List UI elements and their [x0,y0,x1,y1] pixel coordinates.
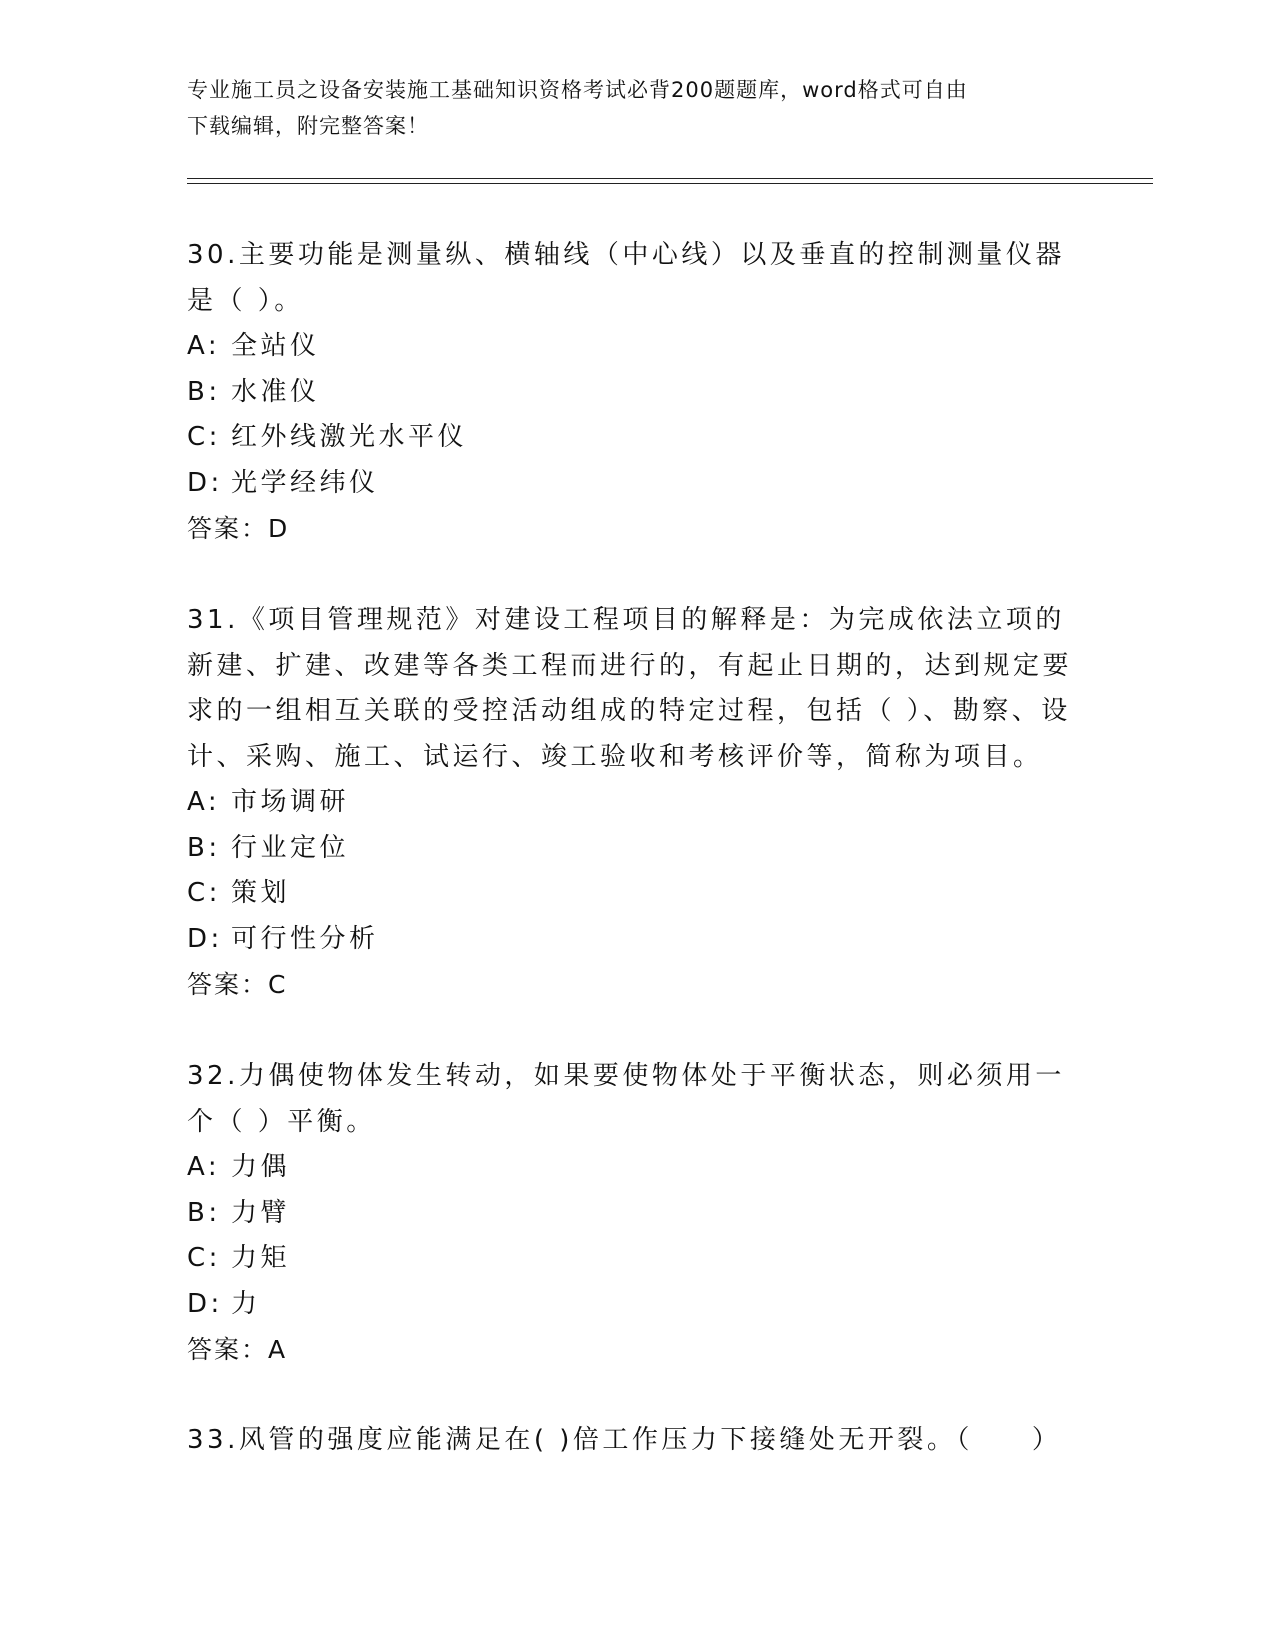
option-d: D: 可行性分析 [187,923,379,954]
question-stem: 30.主要功能是测量纵、横轴线（中心线）以及垂直的控制测量仪器是（ ）。 [187,240,1065,316]
question-stem: 32.力偶使物体发生转动，如果要使物体处于平衡状态，则必须用一个（ ）平衡。 [187,1061,1065,1137]
option-a: A: 全站仪 [187,331,320,361]
document-header [187,72,1067,144]
option-a: A: 市场调研 [187,787,350,817]
option-d: D: 光学经纬仪 [187,467,379,498]
answer-label: 答案：D [187,514,290,543]
question-32 [187,1054,1087,1373]
option-d: D: 力 [187,1288,261,1319]
answer-label: 答案：A [187,1335,288,1364]
question-30 [187,233,1087,552]
question-31 [187,598,1087,1008]
header-divider-top [187,178,1153,179]
option-b: B: 水准仪 [187,376,320,407]
question-stem: 33.风管的强度应能满足在( )倍工作压力下接缝处无开裂。（ ） [187,1425,1062,1455]
header-divider-bottom [187,183,1153,184]
option-b: B: 行业定位 [187,832,350,863]
option-c: C: 红外线激光水平仪 [187,422,468,452]
option-b: B: 力臂 [187,1197,291,1228]
option-a: A: 力偶 [187,1152,291,1182]
option-c: C: 力矩 [187,1243,291,1273]
question-33 [187,1418,1087,1464]
answer-label: 答案：C [187,970,288,999]
question-stem: 31.《项目管理规范》对建设工程项目的解释是：为完成依法立项的新建、扩建、改建等各类工程而进行的，有起止日期的，达到规定要求的一组相互关联的受控活动组成的特定过程，包括（ ）、勘察、设计、采购、施工、试运行、竣工验收和考核评价等，简称为项目。 [187,605,1073,772]
header-line-2: 下载编辑，附完整答案！ [187,114,429,138]
header-line-1: 专业施工员之设备安装施工基础知识资格考试必背200题题库，word格式可自由 [187,78,968,102]
option-c: C: 策划 [187,878,291,908]
